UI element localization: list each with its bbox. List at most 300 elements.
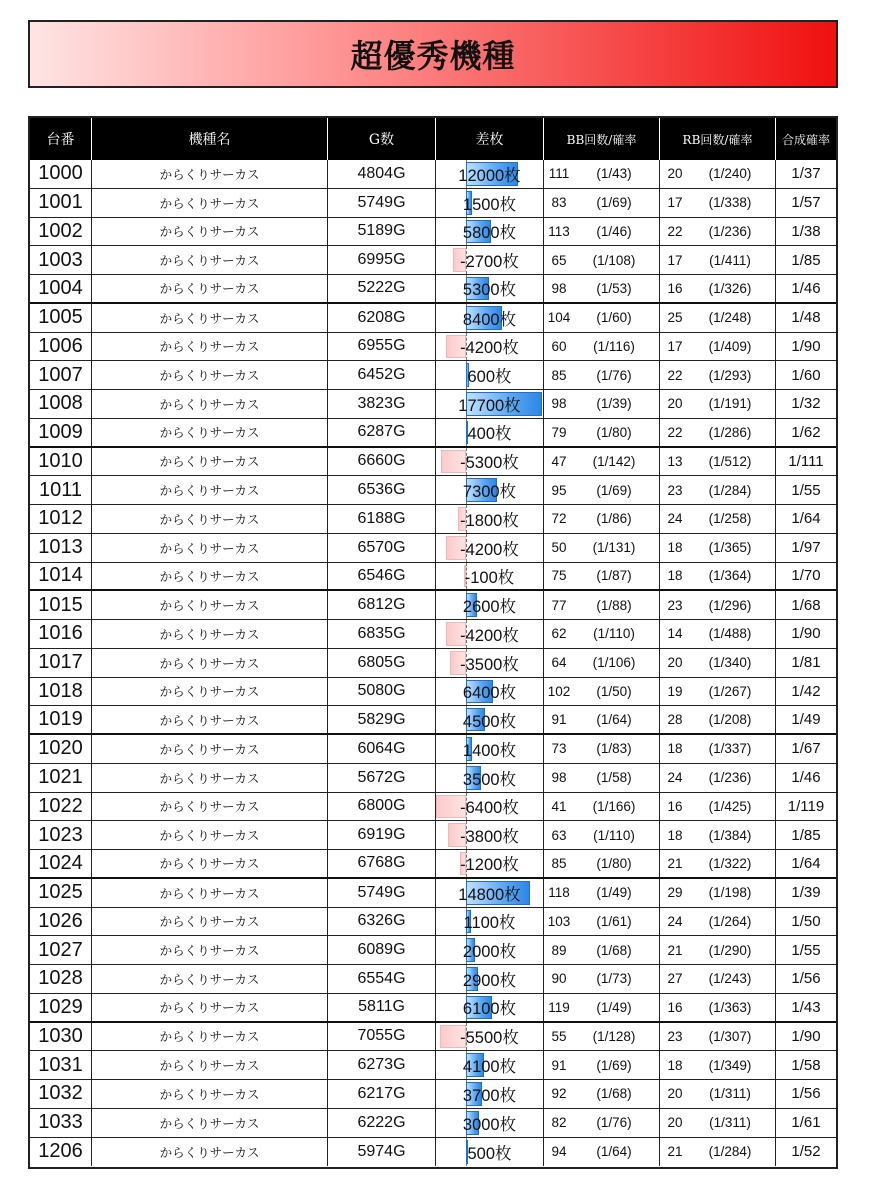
bb-cell xyxy=(544,304,660,332)
machine-no: 1032 xyxy=(30,1080,92,1108)
game-count: 6800G xyxy=(328,793,436,821)
difference-cell xyxy=(436,189,544,217)
difference-value: 500枚 xyxy=(467,1144,512,1163)
rb-count: 17 xyxy=(667,252,683,268)
bb-count: 60 xyxy=(551,338,567,354)
combined-probability: 1/38 xyxy=(791,222,821,240)
machine-no: 1017 xyxy=(30,649,92,677)
data-table xyxy=(28,116,838,1169)
header-machine-name: 機種名 xyxy=(92,118,328,160)
rb-cell xyxy=(660,246,776,274)
table-row xyxy=(30,333,836,362)
table-row xyxy=(30,620,836,649)
difference-cell xyxy=(436,764,544,792)
machine-name: からくりサーカス xyxy=(92,218,328,246)
table-row xyxy=(30,735,836,764)
difference-value: 7300枚 xyxy=(462,483,517,502)
bb-count: 65 xyxy=(551,252,567,268)
difference-cell xyxy=(436,419,544,446)
difference-value: 6400枚 xyxy=(462,684,517,703)
table-row xyxy=(30,1023,836,1052)
table-row xyxy=(30,160,836,189)
rb-probability: (1/337) xyxy=(708,741,752,757)
machine-name: からくりサーカス xyxy=(92,735,328,763)
combined-probability: 1/39 xyxy=(791,884,821,902)
table-row xyxy=(30,879,836,908)
rb-count: 13 xyxy=(667,453,683,469)
game-count: 5974G xyxy=(328,1138,436,1167)
rb-probability: (1/488) xyxy=(708,626,752,642)
difference-cell xyxy=(436,1051,544,1079)
machine-no: 1007 xyxy=(30,361,92,389)
game-count: 5829G xyxy=(328,706,436,733)
rb-probability: (1/267) xyxy=(708,683,752,699)
machine-no: 1001 xyxy=(30,189,92,217)
bb-count: 77 xyxy=(551,597,567,613)
bb-cell xyxy=(544,649,660,677)
machine-name: からくりサーカス xyxy=(92,476,328,504)
bb-cell xyxy=(544,1023,660,1051)
combined-probability: 1/49 xyxy=(791,711,821,729)
table-row xyxy=(30,649,836,678)
difference-value: -4200枚 xyxy=(460,626,519,645)
combined-probability: 1/42 xyxy=(791,682,821,700)
rb-cell xyxy=(660,218,776,246)
header-games: G数 xyxy=(328,118,436,160)
table-row xyxy=(30,390,836,419)
machine-no: 1006 xyxy=(30,333,92,361)
rb-probability: (1/326) xyxy=(708,280,752,296)
combined-probability: 1/97 xyxy=(791,539,821,557)
rb-cell xyxy=(660,735,776,763)
bb-probability: (1/53) xyxy=(596,280,632,296)
rb-cell xyxy=(660,361,776,389)
rb-probability: (1/240) xyxy=(708,166,752,182)
rb-probability: (1/236) xyxy=(708,770,752,786)
bb-probability: (1/80) xyxy=(596,424,632,440)
bb-cell xyxy=(544,591,660,619)
bb-cell xyxy=(544,448,660,476)
difference-value: -3500枚 xyxy=(460,655,519,674)
game-count: 6835G xyxy=(328,620,436,648)
difference-cell xyxy=(436,965,544,993)
bb-cell xyxy=(544,678,660,706)
game-count: 6660G xyxy=(328,448,436,476)
difference-value: -4200枚 xyxy=(460,339,519,358)
table-row xyxy=(30,218,836,247)
bb-count: 98 xyxy=(551,396,567,412)
bb-cell xyxy=(544,706,660,733)
game-count: 6812G xyxy=(328,591,436,619)
difference-cell xyxy=(436,620,544,648)
rb-count: 16 xyxy=(667,999,683,1015)
bb-probability: (1/39) xyxy=(596,396,632,412)
rb-probability: (1/384) xyxy=(708,827,752,843)
bb-count: 102 xyxy=(547,683,571,699)
bb-probability: (1/106) xyxy=(592,655,636,671)
rb-count: 23 xyxy=(667,482,683,498)
machine-name: からくりサーカス xyxy=(92,936,328,964)
header-machine-no: 台番 xyxy=(30,118,92,160)
bb-probability: (1/76) xyxy=(596,367,632,383)
machine-name: からくりサーカス xyxy=(92,965,328,993)
game-count: 6064G xyxy=(328,735,436,763)
rb-cell xyxy=(660,1023,776,1051)
rb-cell xyxy=(660,1051,776,1079)
machine-no: 1028 xyxy=(30,965,92,993)
rb-cell xyxy=(660,936,776,964)
rb-count: 28 xyxy=(667,712,683,728)
difference-cell xyxy=(436,591,544,619)
bb-count: 50 xyxy=(551,540,567,556)
title-banner xyxy=(28,20,838,88)
machine-name: からくりサーカス xyxy=(92,649,328,677)
combined-probability: 1/64 xyxy=(791,510,821,528)
combined-probability: 1/46 xyxy=(791,279,821,297)
machine-name: からくりサーカス xyxy=(92,793,328,821)
machine-name: からくりサーカス xyxy=(92,821,328,849)
rb-probability: (1/286) xyxy=(708,424,752,440)
rb-probability: (1/191) xyxy=(708,396,752,412)
bb-cell xyxy=(544,620,660,648)
combined-probability: 1/55 xyxy=(791,481,821,499)
rb-count: 20 xyxy=(667,1086,683,1102)
machine-no: 1002 xyxy=(30,218,92,246)
machine-name: からくりサーカス xyxy=(92,448,328,476)
machine-name: からくりサーカス xyxy=(92,994,328,1021)
bb-count: 41 xyxy=(551,798,567,814)
bb-probability: (1/60) xyxy=(596,310,632,326)
difference-value: 5800枚 xyxy=(462,224,517,243)
combined-probability: 1/90 xyxy=(791,625,821,643)
header-difference: 差枚 xyxy=(436,118,544,160)
bb-probability: (1/43) xyxy=(596,166,632,182)
bb-cell xyxy=(544,994,660,1021)
difference-cell xyxy=(436,649,544,677)
difference-cell xyxy=(436,936,544,964)
rb-probability: (1/258) xyxy=(708,511,752,527)
bb-count: 94 xyxy=(551,1144,567,1160)
difference-cell xyxy=(436,1023,544,1051)
combined-probability: 1/43 xyxy=(791,998,821,1016)
rb-probability: (1/349) xyxy=(708,1057,752,1073)
rb-cell xyxy=(660,304,776,332)
bb-cell xyxy=(544,908,660,936)
bb-count: 85 xyxy=(551,855,567,871)
combined-probability: 1/111 xyxy=(788,452,824,470)
bb-probability: (1/128) xyxy=(592,1028,636,1044)
rb-cell xyxy=(660,1109,776,1137)
machine-name: からくりサーカス xyxy=(92,879,328,907)
table-row xyxy=(30,476,836,505)
game-count: 6554G xyxy=(328,965,436,993)
difference-value: 4500枚 xyxy=(462,712,517,731)
combined-probability: 1/50 xyxy=(791,912,821,930)
machine-name: からくりサーカス xyxy=(92,908,328,936)
rb-count: 25 xyxy=(667,310,683,326)
table-row xyxy=(30,764,836,793)
rb-probability: (1/284) xyxy=(708,482,752,498)
table-row xyxy=(30,850,836,879)
rb-cell xyxy=(660,333,776,361)
table-row xyxy=(30,793,836,822)
bb-count: 118 xyxy=(548,885,570,901)
difference-cell xyxy=(436,448,544,476)
difference-cell xyxy=(436,505,544,533)
difference-value: -1200枚 xyxy=(460,856,519,875)
rb-cell xyxy=(660,505,776,533)
game-count: 6805G xyxy=(328,649,436,677)
difference-cell xyxy=(436,1080,544,1108)
machine-no: 1003 xyxy=(30,246,92,274)
game-count: 3823G xyxy=(328,390,436,418)
machine-no: 1024 xyxy=(30,850,92,877)
combined-probability: 1/60 xyxy=(791,366,821,384)
bb-probability: (1/87) xyxy=(596,568,632,584)
bb-cell xyxy=(544,735,660,763)
rb-cell xyxy=(660,1138,776,1167)
table-row xyxy=(30,419,836,448)
bb-count: 89 xyxy=(551,942,567,958)
game-count: 5222G xyxy=(328,275,436,302)
rb-probability: (1/243) xyxy=(708,971,752,987)
table-row xyxy=(30,189,836,218)
game-count: 6287G xyxy=(328,419,436,446)
bb-cell xyxy=(544,850,660,877)
bb-probability: (1/68) xyxy=(596,942,632,958)
table-row xyxy=(30,706,836,735)
machine-name: からくりサーカス xyxy=(92,678,328,706)
difference-cell xyxy=(436,218,544,246)
machine-no: 1014 xyxy=(30,563,92,590)
difference-cell xyxy=(436,361,544,389)
bb-count: 73 xyxy=(551,741,567,757)
game-count: 6536G xyxy=(328,476,436,504)
difference-cell xyxy=(436,1109,544,1137)
rb-count: 21 xyxy=(667,855,683,871)
difference-value: 3000枚 xyxy=(462,1115,517,1134)
rb-probability: (1/365) xyxy=(708,540,752,556)
bb-count: 113 xyxy=(548,223,570,239)
rb-count: 24 xyxy=(667,770,683,786)
machine-no: 1011 xyxy=(30,476,92,504)
bb-probability: (1/73) xyxy=(596,971,632,987)
rb-count: 29 xyxy=(667,885,683,901)
game-count: 4804G xyxy=(328,160,436,188)
rb-probability: (1/425) xyxy=(708,798,752,814)
machine-no: 1019 xyxy=(30,706,92,733)
game-count: 5080G xyxy=(328,678,436,706)
table-row xyxy=(30,821,836,850)
rb-cell xyxy=(660,706,776,733)
difference-value: -5500枚 xyxy=(460,1029,519,1048)
header-bb: BB回数/確率 xyxy=(544,118,660,160)
bb-cell xyxy=(544,793,660,821)
difference-value: -3800枚 xyxy=(460,828,519,847)
rb-count: 17 xyxy=(667,338,683,354)
game-count: 7055G xyxy=(328,1023,436,1051)
combined-probability: 1/81 xyxy=(791,654,821,672)
bb-count: 98 xyxy=(551,770,567,786)
difference-value: 600枚 xyxy=(467,368,512,387)
bb-probability: (1/64) xyxy=(596,1144,632,1160)
bb-probability: (1/69) xyxy=(596,195,632,211)
rb-cell xyxy=(660,793,776,821)
combined-probability: 1/61 xyxy=(791,1114,821,1132)
game-count: 6570G xyxy=(328,534,436,562)
difference-value: 17700枚 xyxy=(458,396,521,415)
bb-cell xyxy=(544,534,660,562)
rb-probability: (1/338) xyxy=(708,195,752,211)
bb-cell xyxy=(544,333,660,361)
machine-name: からくりサーカス xyxy=(92,1138,328,1167)
rb-probability: (1/411) xyxy=(709,252,751,268)
game-count: 5749G xyxy=(328,879,436,907)
rb-cell xyxy=(660,1080,776,1108)
combined-probability: 1/46 xyxy=(791,769,821,787)
rb-probability: (1/364) xyxy=(708,568,752,584)
bb-probability: (1/83) xyxy=(596,741,632,757)
difference-value: 1500枚 xyxy=(462,195,517,214)
game-count: 6222G xyxy=(328,1109,436,1137)
difference-value: 400枚 xyxy=(467,425,512,444)
bb-probability: (1/142) xyxy=(592,453,636,469)
difference-value: -100枚 xyxy=(464,568,515,587)
machine-name: からくりサーカス xyxy=(92,563,328,590)
table-row xyxy=(30,304,836,333)
machine-no: 1000 xyxy=(30,160,92,188)
machine-no: 1206 xyxy=(30,1138,92,1167)
bb-count: 98 xyxy=(551,280,567,296)
game-count: 6273G xyxy=(328,1051,436,1079)
bb-count: 111 xyxy=(548,166,570,182)
bb-count: 79 xyxy=(551,424,567,440)
bb-cell xyxy=(544,936,660,964)
table-row xyxy=(30,965,836,994)
rb-cell xyxy=(660,678,776,706)
difference-value: 1100枚 xyxy=(463,914,516,933)
difference-value: 2900枚 xyxy=(462,971,517,990)
rb-count: 16 xyxy=(667,798,683,814)
table-row xyxy=(30,936,836,965)
combined-probability: 1/67 xyxy=(791,740,821,758)
machine-name: からくりサーカス xyxy=(92,246,328,274)
rb-cell xyxy=(660,563,776,590)
machine-name: からくりサーカス xyxy=(92,160,328,188)
difference-value: 14800枚 xyxy=(458,885,521,904)
rb-count: 24 xyxy=(667,913,683,929)
bb-probability: (1/69) xyxy=(596,1057,632,1073)
bb-probability: (1/166) xyxy=(592,798,636,814)
difference-cell xyxy=(436,793,544,821)
combined-probability: 1/32 xyxy=(791,395,821,413)
game-count: 6208G xyxy=(328,304,436,332)
game-count: 6452G xyxy=(328,361,436,389)
difference-cell xyxy=(436,879,544,907)
combined-probability: 1/55 xyxy=(791,941,821,959)
game-count: 6089G xyxy=(328,936,436,964)
difference-cell xyxy=(436,390,544,418)
table-row xyxy=(30,1080,836,1109)
difference-cell xyxy=(436,1138,544,1167)
rb-count: 18 xyxy=(667,1057,683,1073)
table-row xyxy=(30,1138,836,1167)
machine-name: からくりサーカス xyxy=(92,534,328,562)
game-count: 6768G xyxy=(328,850,436,877)
bb-cell xyxy=(544,1109,660,1137)
rb-cell xyxy=(660,591,776,619)
rb-count: 22 xyxy=(667,367,683,383)
bb-cell xyxy=(544,476,660,504)
bb-probability: (1/46) xyxy=(596,223,632,239)
bb-cell xyxy=(544,821,660,849)
combined-probability: 1/90 xyxy=(791,1027,821,1045)
table-row xyxy=(30,994,836,1023)
rb-probability: (1/236) xyxy=(708,223,752,239)
difference-value: 2600枚 xyxy=(462,598,517,617)
rb-probability: (1/409) xyxy=(708,338,752,354)
bb-count: 85 xyxy=(551,367,567,383)
machine-name: からくりサーカス xyxy=(92,361,328,389)
rb-cell xyxy=(660,476,776,504)
bb-probability: (1/50) xyxy=(596,683,632,699)
bb-probability: (1/110) xyxy=(593,626,635,642)
combined-probability: 1/52 xyxy=(791,1143,821,1161)
bb-cell xyxy=(544,275,660,302)
difference-value: 6100枚 xyxy=(462,1000,517,1019)
machine-name: からくりサーカス xyxy=(92,1051,328,1079)
game-count: 6188G xyxy=(328,505,436,533)
table-row xyxy=(30,448,836,477)
machine-name: からくりサーカス xyxy=(92,390,328,418)
rb-cell xyxy=(660,965,776,993)
difference-value: 3700枚 xyxy=(462,1086,517,1105)
rb-cell xyxy=(660,390,776,418)
bb-cell xyxy=(544,390,660,418)
difference-value: 1400枚 xyxy=(462,741,517,760)
machine-no: 1016 xyxy=(30,620,92,648)
game-count: 6326G xyxy=(328,908,436,936)
bb-count: 92 xyxy=(551,1086,567,1102)
rb-probability: (1/296) xyxy=(708,597,752,613)
bb-probability: (1/88) xyxy=(596,597,632,613)
machine-name: からくりサーカス xyxy=(92,189,328,217)
rb-cell xyxy=(660,189,776,217)
table-row xyxy=(30,361,836,390)
machine-no: 1015 xyxy=(30,591,92,619)
difference-cell xyxy=(436,821,544,849)
page-title: 超優秀機種 xyxy=(350,37,516,75)
bb-probability: (1/110) xyxy=(593,827,635,843)
machine-no: 1021 xyxy=(30,764,92,792)
bb-probability: (1/49) xyxy=(596,999,632,1015)
machine-no: 1013 xyxy=(30,534,92,562)
bb-probability: (1/64) xyxy=(596,712,632,728)
difference-value: 3500枚 xyxy=(462,770,517,789)
combined-probability: 1/85 xyxy=(791,826,821,844)
rb-probability: (1/284) xyxy=(708,1144,752,1160)
bb-cell xyxy=(544,361,660,389)
table-row xyxy=(30,505,836,534)
difference-cell xyxy=(436,908,544,936)
rb-probability: (1/512) xyxy=(708,453,752,469)
combined-probability: 1/90 xyxy=(791,337,821,355)
difference-value: -4200枚 xyxy=(460,540,519,559)
difference-cell xyxy=(436,735,544,763)
machine-no: 1031 xyxy=(30,1051,92,1079)
rb-cell xyxy=(660,419,776,446)
rb-count: 17 xyxy=(667,195,683,211)
